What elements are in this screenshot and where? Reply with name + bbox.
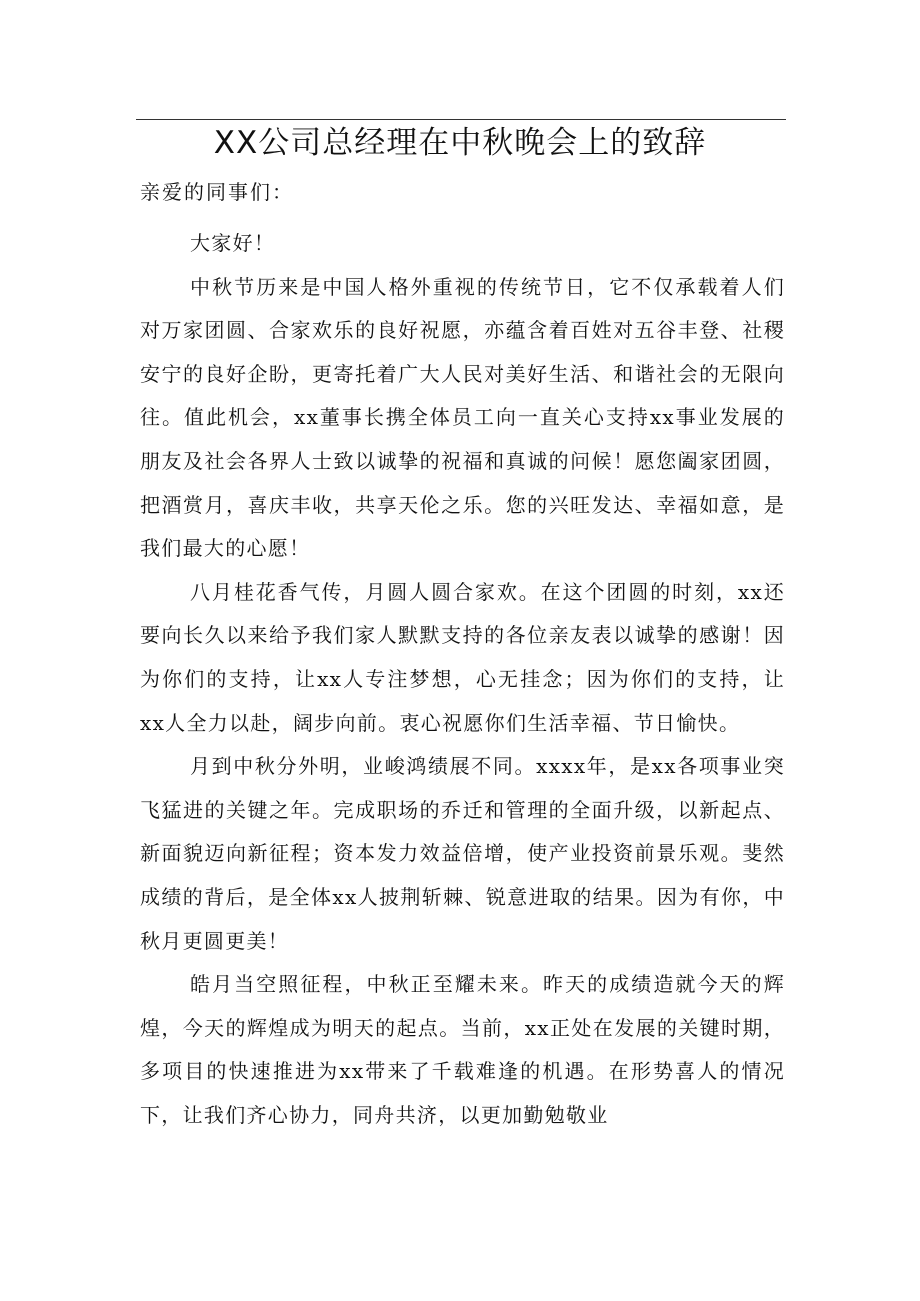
paragraph-greeting: 大家好！ [190, 231, 276, 255]
header-rule [136, 119, 786, 120]
document-title: XX公司总经理在中秋晚会上的致辞 [213, 125, 707, 161]
paragraph-thanks: 八月桂花香气传，月圆人圆合家欢。在这个团圆的时刻，xx还要向长久以来给予我们家人默默支持的各位亲友表以诚挚的感谢！因为你们的支持，让xx人专注梦想，心无挂念；因为你们的支持，让xx人全力以赴，阔步向前。衷心祝愿你们生活幸福、节日愉快。 [140, 579, 785, 735]
paragraph-future: 皓月当空照征程，中秋正至耀未来。昨天的成绩造就今天的辉煌，今天的辉煌成为明天的起点。当前，xx正处在发展的关键时期，多项目的快速推进为xx带来了千载难逢的机遇。在形势喜人的情况下，让我们齐心协力，同舟共济，以更加勤勉敬业 [140, 972, 785, 1127]
document-body [140, 222, 785, 1137]
paragraph-achievements: 月到中秋分外明，业峻鸿绩展不同。xxxx年，是xx各项事业突飞猛进的关键之年。完成职场的乔迁和管理的全面升级，以新起点、新面貌迈向新征程；资本发力效益倍增，使产业投资前景乐观。斐然成绩的背后，是全体xx人披荆斩棘、锐意进取的结果。因为有你，中秋月更圆更美！ [140, 754, 785, 953]
paragraph-festival: 中秋节历来是中国人格外重视的传统节日，它不仅承载着人们对万家团圆、合家欢乐的良好祝愿，亦蕴含着百姓对五谷丰登、社稷安宁的良好企盼，更寄托着广大人民对美好生活、和谐社会的无限向往。值此机会，xx董事长携全体员工向一直关心支持xx事业发展的朋友及社会各界人士致以诚挚的祝福和真诚的问候！愿您阖家团圆，把酒赏月，喜庆丰收，共享天伦之乐。您的兴旺发达、幸福如意，是我们最大的心愿！ [140, 274, 785, 561]
salutation: 亲爱的同事们： [140, 180, 294, 204]
